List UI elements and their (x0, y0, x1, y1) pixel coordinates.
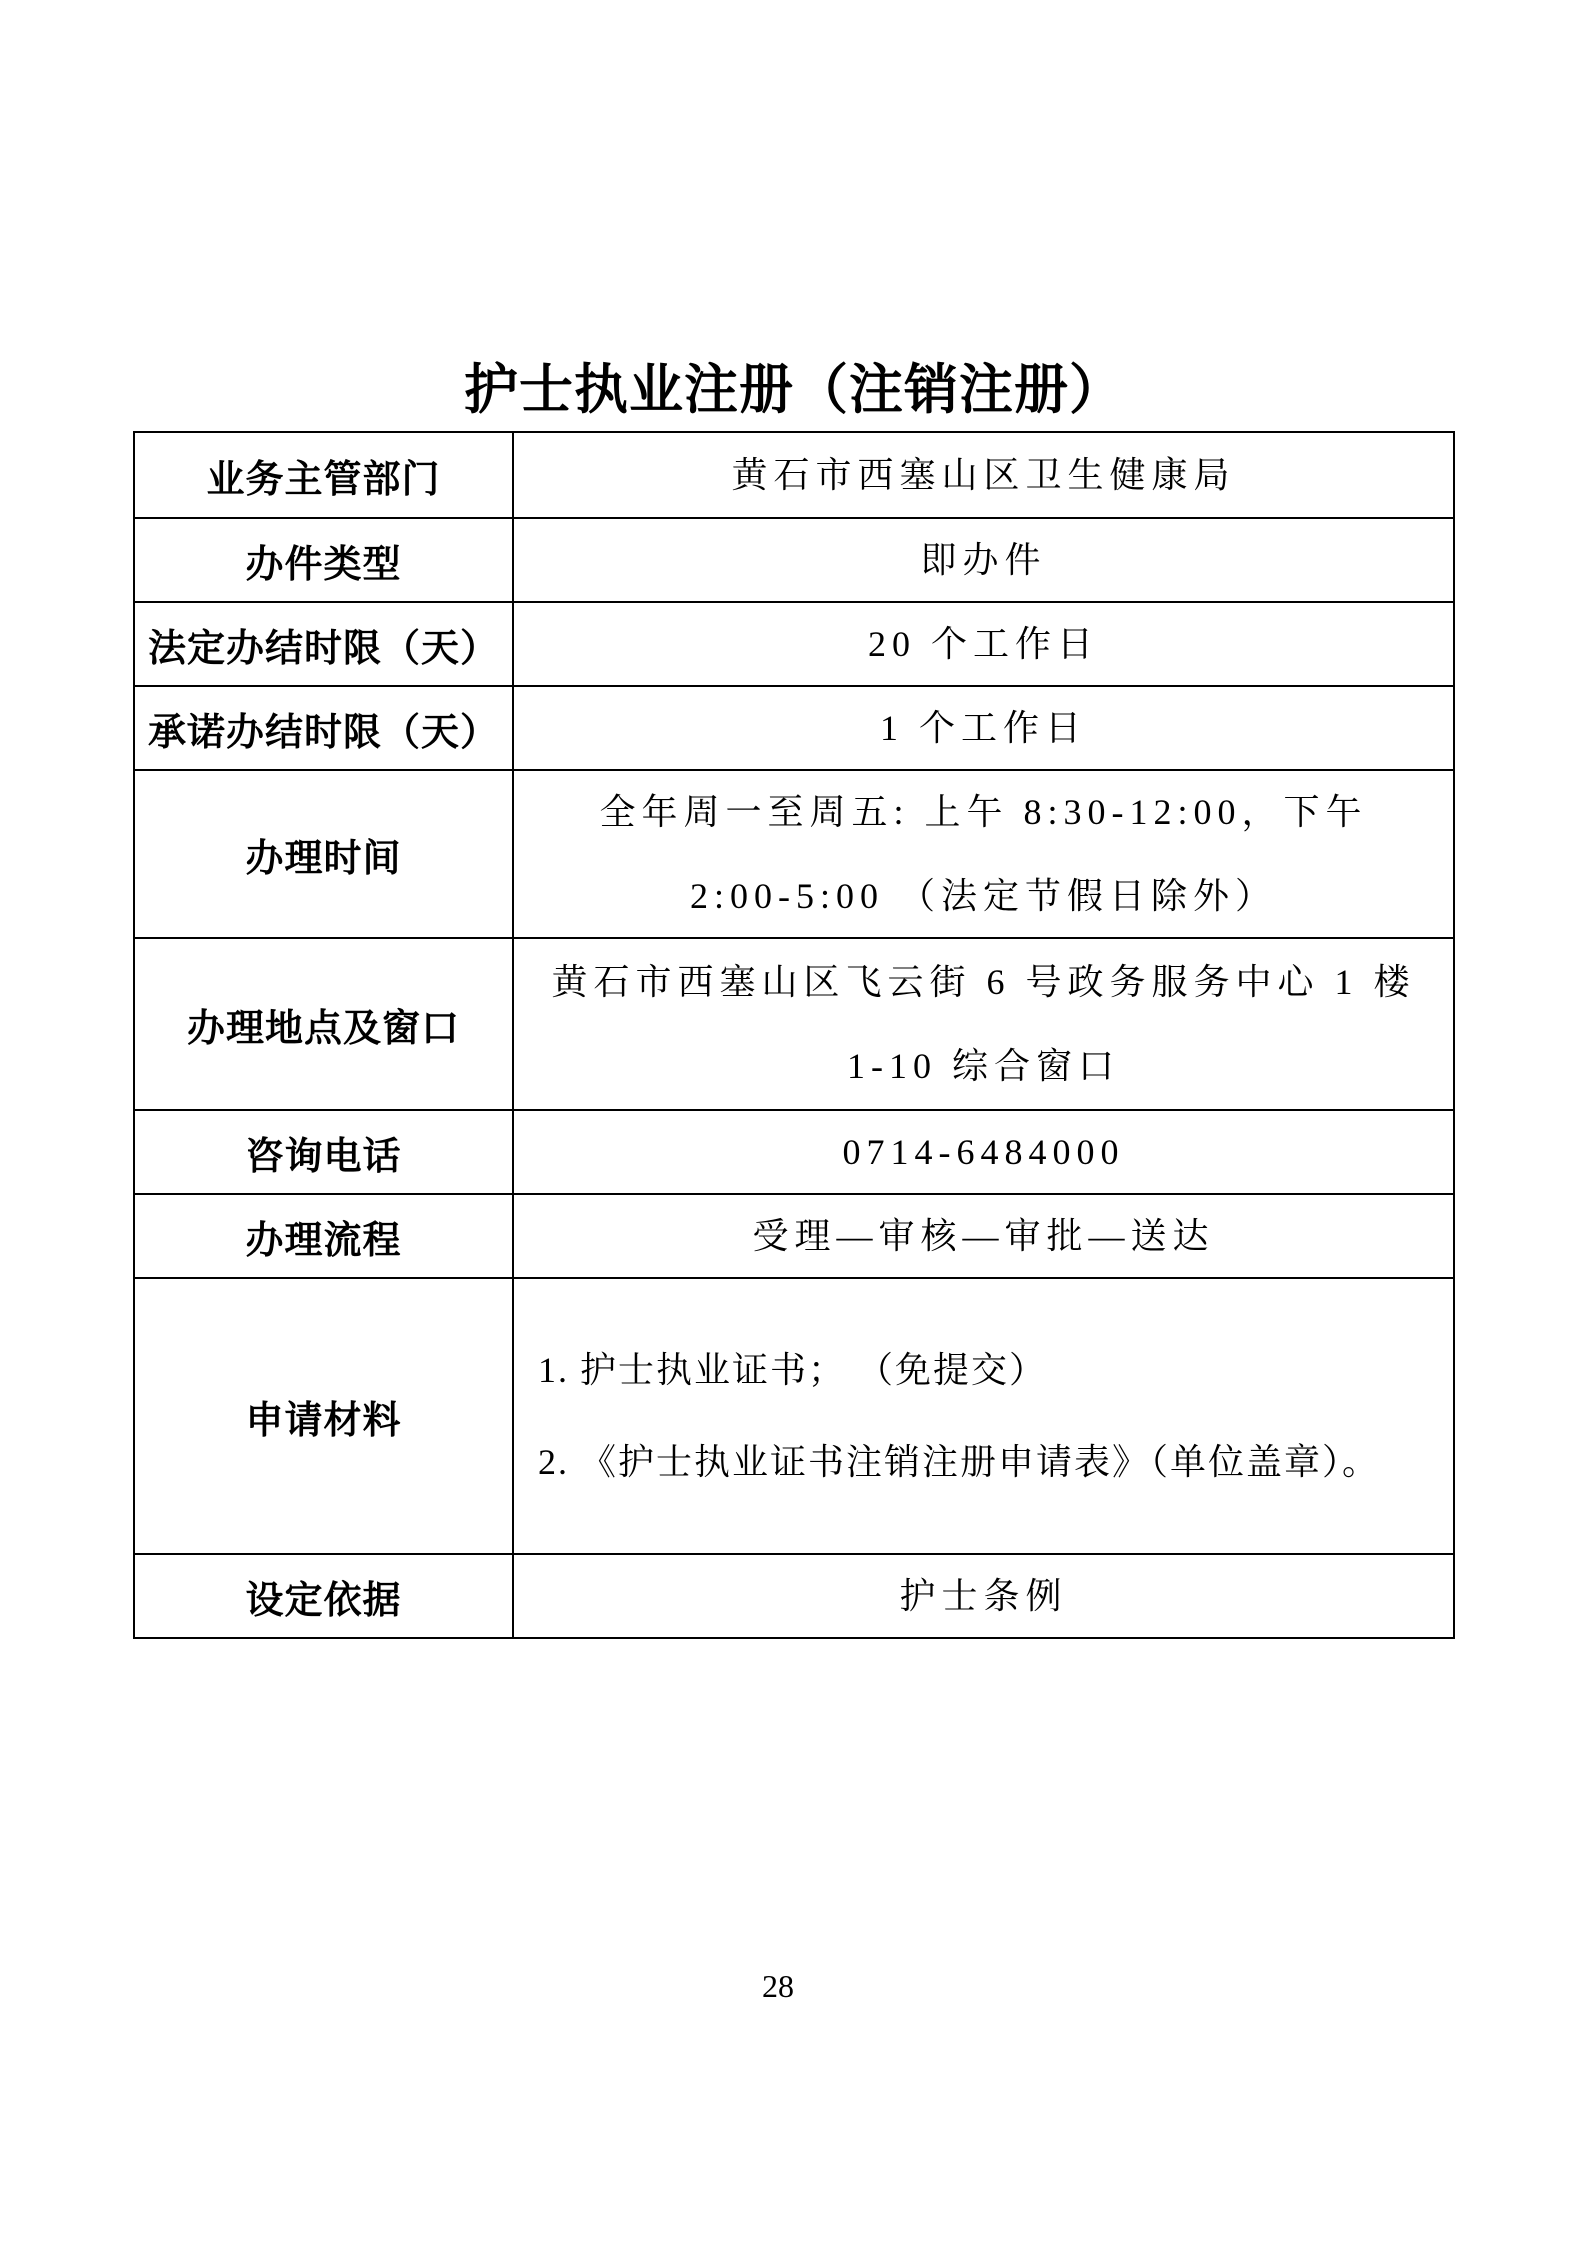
value-line: 2:00-5:00 （法定节假日除外） (690, 876, 1277, 916)
value-line: 黄石市西塞山区卫生健康局 (731, 455, 1236, 495)
value-line: 黄石市西塞山区飞云街 6 号政务服务中心 1 楼 (551, 962, 1416, 1002)
row-value (514, 519, 1453, 601)
row-value (514, 1111, 1453, 1193)
row-value (514, 1279, 1453, 1553)
row-label: 办理时间 (135, 771, 514, 937)
row-label: 办理流程 (135, 1195, 514, 1277)
value-line: 0714-6484000 (842, 1132, 1125, 1172)
value-line: 1. 护士执业证书； （免提交） (538, 1350, 1048, 1390)
row-value (514, 433, 1453, 517)
row-label: 法定办结时限（天） (135, 603, 514, 685)
row-label: 办件类型 (135, 519, 514, 601)
table-row-service-hours (135, 769, 1453, 937)
service-info-table (133, 431, 1455, 1639)
row-value (514, 1195, 1453, 1277)
row-label: 咨询电话 (135, 1111, 514, 1193)
row-value (514, 603, 1453, 685)
row-label: 申请材料 (135, 1279, 514, 1553)
table-row-phone (135, 1109, 1453, 1193)
table-row-department (135, 433, 1453, 517)
table-row-legal-basis (135, 1553, 1453, 1637)
table-row-item-type (135, 517, 1453, 601)
row-label: 承诺办结时限（天） (135, 687, 514, 769)
value-line: 全年周一至周五: 上午 8:30-12:00，下午 (599, 792, 1368, 832)
value-line: 1 个工作日 (879, 708, 1087, 748)
value-line: 受理—审核—审批—送达 (752, 1216, 1215, 1256)
row-value (514, 1555, 1453, 1637)
row-label: 办理地点及窗口 (135, 939, 514, 1109)
row-label: 设定依据 (135, 1555, 514, 1637)
row-value (514, 687, 1453, 769)
page-title: 护士执业注册（注销注册） (464, 360, 1124, 420)
row-value (514, 771, 1453, 937)
value-line: 即办件 (920, 540, 1047, 580)
value-line: 20 个工作日 (867, 624, 1099, 664)
value-line: 2. 《护士执业证书注销注册申请表》（单位盖章）。 (538, 1442, 1381, 1482)
page-number: 28 (762, 1968, 794, 2004)
table-row-location-window (135, 937, 1453, 1109)
value-line: 护士条例 (899, 1576, 1068, 1616)
table-row-process (135, 1193, 1453, 1277)
row-label: 业务主管部门 (135, 433, 514, 517)
table-row-materials (135, 1277, 1453, 1553)
row-value (514, 939, 1453, 1109)
table-row-promised-limit (135, 685, 1453, 769)
value-line: 1-10 综合窗口 (847, 1046, 1120, 1086)
table-row-statutory-limit (135, 601, 1453, 685)
